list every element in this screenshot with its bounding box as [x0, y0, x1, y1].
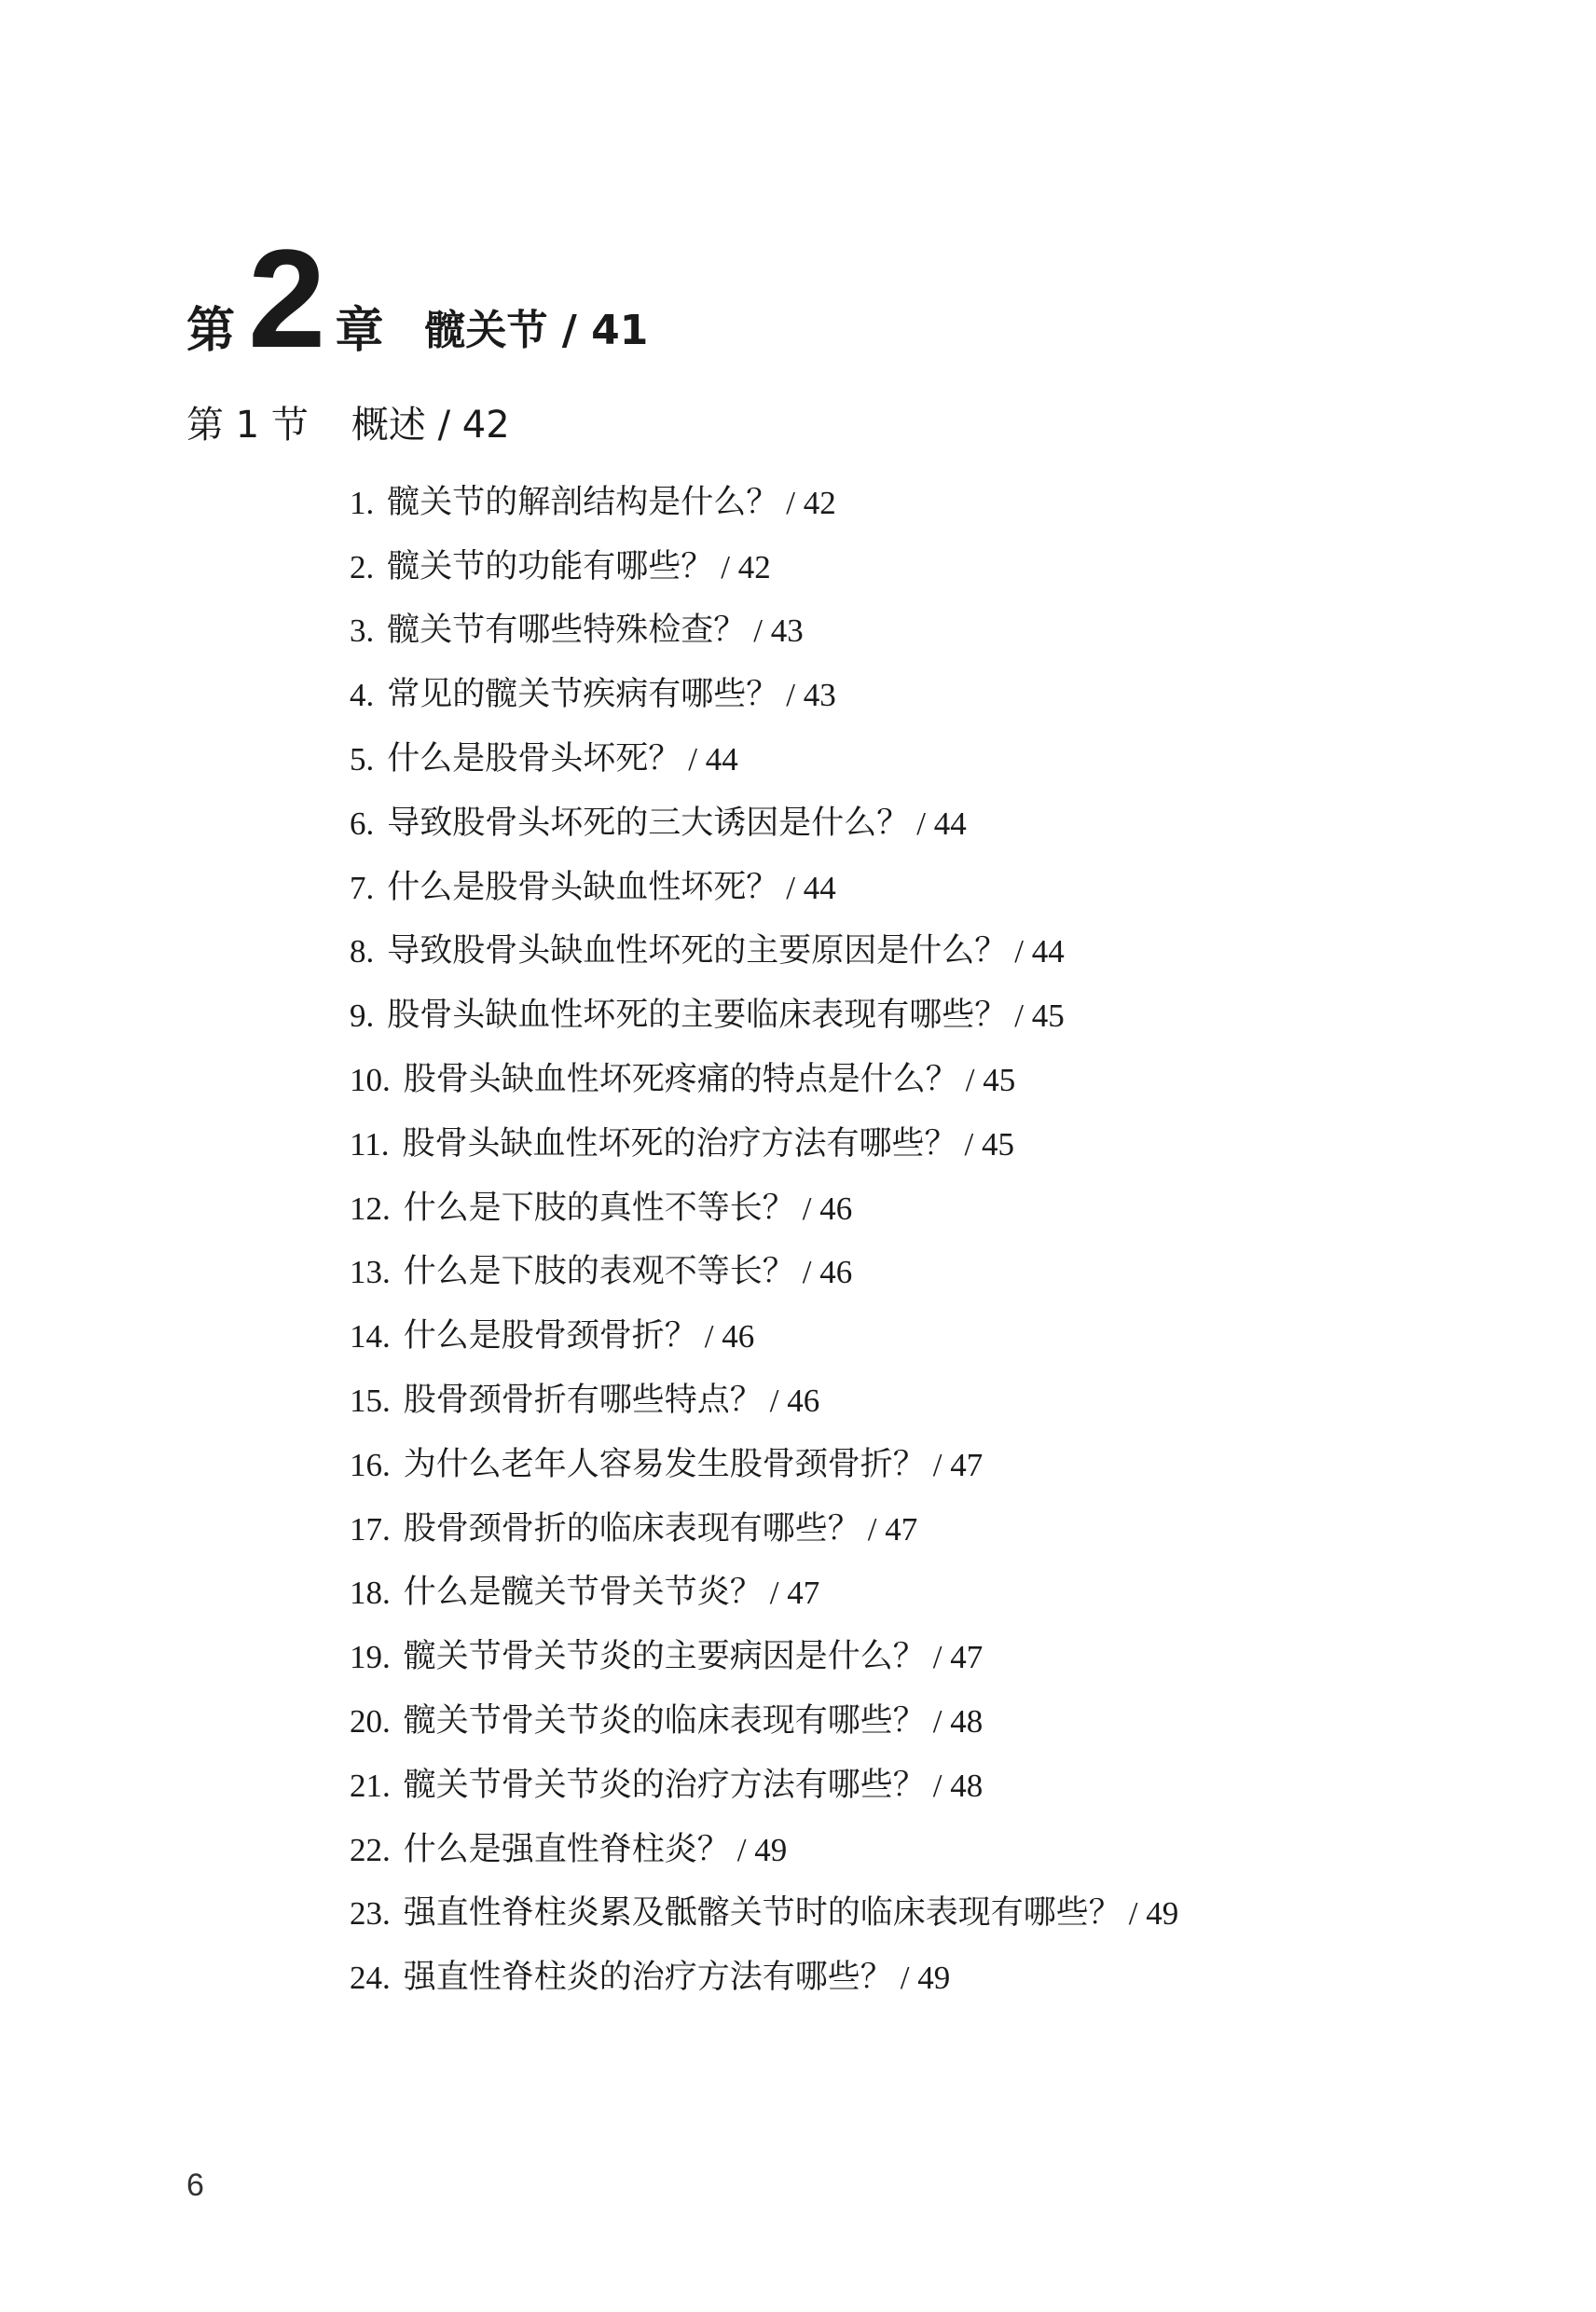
toc-item-page: / 46 [802, 1190, 853, 1227]
toc-item[interactable] [350, 1177, 1515, 1241]
chapter-heading [186, 220, 649, 377]
toc-list [350, 471, 1515, 2010]
toc-item-number: 14. [350, 1318, 391, 1356]
toc-item-page: / 47 [867, 1510, 918, 1548]
toc-item-title: 什么是下肢的真性不等长？ [403, 1189, 795, 1227]
toc-item-page: / 46 [769, 1383, 820, 1420]
toc-item-title: 导致股骨头坏死的三大诱因是什么？ [387, 804, 910, 842]
toc-item-number: 19. [350, 1639, 391, 1676]
toc-item-number: 20. [350, 1703, 391, 1741]
toc-item[interactable] [350, 1882, 1515, 1947]
toc-item[interactable] [350, 1689, 1515, 1754]
toc-item-page: / 44 [916, 805, 967, 842]
toc-item-number: 16. [350, 1446, 391, 1483]
toc-item-page: / 44 [1014, 933, 1065, 970]
toc-item[interactable] [350, 1112, 1515, 1177]
toc-item-title: 髋关节骨关节炎的主要病因是什么？ [403, 1638, 926, 1676]
section-label: 第 1 节 [186, 404, 309, 447]
toc-item-number: 10. [350, 1062, 391, 1099]
toc-item-title: 股骨颈骨折的临床表现有哪些？ [403, 1509, 860, 1548]
toc-item[interactable] [350, 599, 1515, 664]
toc-item[interactable] [350, 663, 1515, 727]
chapter-title: 髋关节 / 41 [424, 307, 649, 354]
toc-item-number: 9. [350, 998, 375, 1035]
toc-item-number: 1. [350, 484, 375, 521]
toc-item-title: 什么是下肢的表观不等长？ [403, 1253, 795, 1291]
toc-item-number: 24. [350, 1960, 391, 1997]
toc-item-title: 导致股骨头缺血性坏死的主要原因是什么？ [387, 932, 1008, 970]
toc-item[interactable] [350, 471, 1515, 535]
page-number: 6 [186, 2168, 204, 2203]
toc-item[interactable] [350, 1625, 1515, 1689]
chapter-number: 2 [248, 220, 323, 377]
toc-item-number: 13. [350, 1254, 391, 1291]
toc-item-page: / 49 [900, 1960, 951, 1997]
toc-item-number: 12. [350, 1190, 391, 1227]
toc-item[interactable] [350, 1048, 1515, 1112]
toc-item-page: / 47 [769, 1575, 820, 1612]
toc-item-number: 18. [350, 1575, 391, 1612]
toc-item-title: 强直性脊柱炎累及骶髂关节时的临床表现有哪些？ [403, 1894, 1121, 1933]
toc-item-page: / 49 [1128, 1895, 1179, 1933]
toc-item-title: 股骨头缺血性坏死的治疗方法有哪些？ [402, 1124, 957, 1163]
toc-item-number: 23. [350, 1895, 391, 1933]
toc-item[interactable] [350, 920, 1515, 984]
toc-item[interactable] [350, 1946, 1515, 2010]
toc-item-title: 什么是股骨颈骨折？ [403, 1317, 697, 1356]
toc-item-page: / 42 [786, 484, 836, 521]
toc-item-number: 21. [350, 1767, 391, 1804]
toc-item[interactable] [350, 984, 1515, 1048]
toc-item-page: / 49 [736, 1831, 788, 1868]
section-title: 概述 / 42 [351, 404, 510, 447]
toc-item-page: / 48 [932, 1703, 984, 1741]
toc-item[interactable] [350, 1497, 1515, 1562]
toc-item-page: / 42 [721, 548, 771, 585]
toc-item-title: 什么是强直性脊柱炎？ [403, 1830, 730, 1868]
toc-item-page: / 46 [802, 1254, 853, 1291]
toc-item[interactable] [350, 856, 1515, 920]
toc-item[interactable] [350, 1562, 1515, 1626]
toc-item-title: 髋关节骨关节炎的临床表现有哪些？ [403, 1702, 926, 1741]
toc-item-number: 11. [350, 1125, 390, 1163]
toc-item-number: 5. [350, 741, 375, 778]
toc-item-title: 什么是髋关节骨关节炎？ [403, 1574, 763, 1612]
toc-item[interactable] [350, 791, 1515, 856]
toc-item-number: 6. [350, 805, 375, 842]
toc-item-title: 什么是股骨头缺血性坏死？ [387, 868, 779, 906]
toc-item-page: / 43 [753, 612, 804, 650]
toc-item-number: 4. [350, 677, 375, 714]
toc-item-page: / 44 [688, 741, 738, 778]
toc-item-title: 髋关节有哪些特殊检查？ [387, 612, 747, 650]
toc-item[interactable] [350, 1754, 1515, 1818]
toc-item-number: 8. [350, 933, 375, 970]
toc-item-number: 7. [350, 869, 375, 906]
toc-item-title: 股骨颈骨折有哪些特点？ [403, 1382, 763, 1420]
toc-item-page: / 45 [965, 1062, 1016, 1099]
toc-item[interactable] [350, 1818, 1515, 1882]
toc-item-page: / 46 [704, 1318, 755, 1356]
toc-item-title: 髋关节骨关节炎的治疗方法有哪些？ [403, 1766, 926, 1804]
toc-item[interactable] [350, 1369, 1515, 1433]
toc-item[interactable] [350, 1433, 1515, 1497]
toc-item-title: 髋关节的功能有哪些？ [387, 547, 714, 585]
toc-item-title: 强直性脊柱炎的治疗方法有哪些？ [403, 1959, 893, 1997]
toc-item-page: / 48 [932, 1767, 984, 1804]
toc-item-title: 为什么老年人容易发生股骨颈骨折？ [403, 1445, 926, 1483]
toc-item-page: / 44 [786, 869, 836, 906]
toc-item[interactable] [350, 727, 1515, 791]
toc-item[interactable] [350, 535, 1515, 599]
toc-item-page: / 47 [932, 1446, 984, 1483]
section-heading [186, 403, 510, 447]
toc-item[interactable] [350, 1241, 1515, 1305]
toc-item-number: 22. [350, 1831, 391, 1868]
toc-item-number: 2. [350, 548, 375, 585]
toc-item-title: 股骨头缺血性坏死的主要临床表现有哪些？ [387, 997, 1008, 1035]
toc-item-page: / 45 [964, 1125, 1014, 1163]
toc-item-number: 17. [350, 1510, 391, 1548]
toc-item[interactable] [350, 1304, 1515, 1369]
chapter-suffix: 章 [335, 303, 384, 359]
toc-item-number: 15. [350, 1383, 391, 1420]
toc-item-page: / 43 [786, 677, 836, 714]
toc-item-page: / 47 [932, 1639, 984, 1676]
toc-item-title: 髋关节的解剖结构是什么？ [387, 483, 779, 521]
toc-item-title: 什么是股骨头坏死？ [387, 740, 681, 778]
chapter-prefix: 第 [186, 303, 236, 359]
toc-item-title: 常见的髋关节疾病有哪些？ [387, 676, 779, 714]
toc-item-number: 3. [350, 612, 375, 650]
toc-item-page: / 45 [1014, 998, 1065, 1035]
toc-item-title: 股骨头缺血性坏死疼痛的特点是什么？ [403, 1061, 958, 1099]
